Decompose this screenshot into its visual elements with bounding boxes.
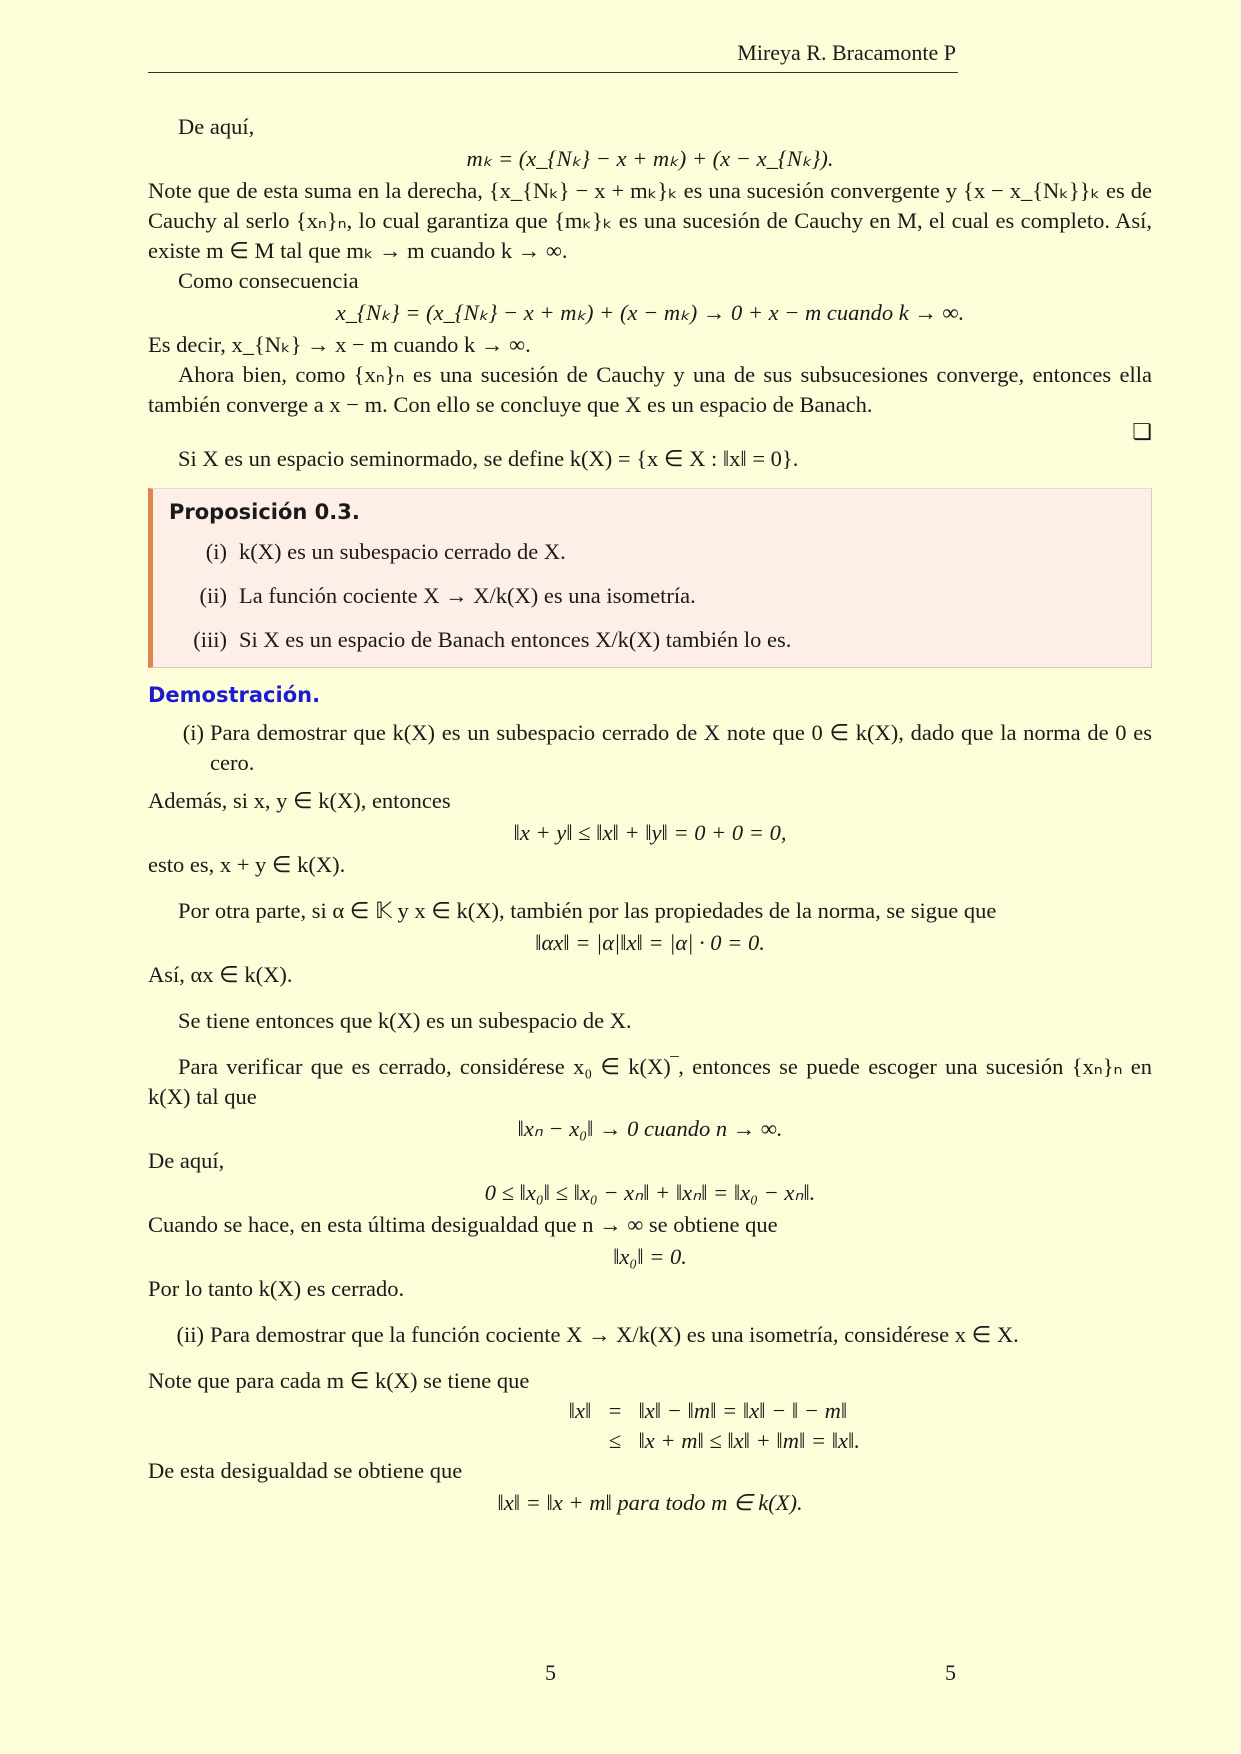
page-body	[148, 112, 1152, 1520]
item-text: Para demostrar que la función cociente X → X/k(X) es una isometría, considérese x ∈ X.	[210, 1322, 1019, 1347]
proposition-item	[169, 625, 1135, 655]
paragraph: Como consecuencia	[178, 268, 359, 293]
align-operator: ≤	[608, 1428, 622, 1453]
display-equation: ‖xₙ − x₀‖ → 0 cuando n → ∞.	[517, 1116, 783, 1141]
paragraph: Por lo tanto k(X) es cerrado.	[148, 1276, 405, 1301]
proof-title: Demostración.	[148, 683, 321, 707]
proposition-title: Proposición 0.3.	[169, 500, 360, 524]
paragraph: esto es, x + y ∈ k(X).	[148, 852, 346, 877]
align-operator: =	[607, 1398, 623, 1423]
paragraph: Para verificar que es cerrado, considérese x₀ ∈ k(X)‾, entonces se puede escoger una sucesión {xₙ}ₙ en k(X) tal que	[148, 1054, 1152, 1109]
display-equation: mₖ = (x_{Nₖ} − x + mₖ) + (x − x_{Nₖ}).	[466, 146, 834, 171]
item-text: k(X) es un subespacio cerrado de X.	[239, 539, 566, 564]
proof-item	[148, 1320, 1152, 1350]
paragraph: Ahora bien, como {xₙ}ₙ es una sucesión de Cauchy y una de sus subsucesiones converge, entonces ella también converge a x − m. Con ello se concluye que X es un espacio de Banach.	[148, 362, 1152, 417]
display-equation: 0 ≤ ‖x₀‖ ≤ ‖x₀ − xₙ‖ + ‖xₙ‖ = ‖x₀ − xₙ‖.	[484, 1180, 816, 1205]
item-label: (ii)	[199, 583, 227, 608]
item-label: (ii)	[176, 1322, 204, 1347]
paragraph: Además, si x, y ∈ k(X), entonces	[148, 788, 451, 813]
aligned-equations	[440, 1396, 860, 1456]
paragraph: Cuando se hace, en esta última desigualdad que n → ∞ se obtiene que	[148, 1212, 778, 1237]
display-equation: x_{Nₖ} = (x_{Nₖ} − x + mₖ) + (x − mₖ) → 0 + x − m cuando k → ∞.	[335, 300, 965, 325]
paragraph: Note que para cada m ∈ k(X) se tiene que	[148, 1368, 530, 1393]
paragraph: De aquí,	[178, 114, 255, 139]
display-equation: ‖x₀‖ = 0.	[613, 1244, 687, 1269]
paragraph: Así, αx ∈ k(X).	[148, 962, 293, 987]
paragraph: Si X es un espacio seminormado, se define k(X) = {x ∈ X : ‖x‖ = 0}.	[178, 446, 799, 471]
qed-symbol: ❏	[1132, 419, 1152, 444]
display-equation: ‖x‖ = ‖x + m‖ para todo m ∈ k(X).	[497, 1490, 803, 1515]
align-rhs: ‖x + m‖ ≤ ‖x‖ + ‖m‖ = ‖x‖.	[638, 1428, 860, 1453]
paragraph: Por otra parte, si α ∈ 𝕂 y x ∈ k(X), también por las propiedades de la norma, se sigue que	[178, 898, 997, 923]
page-number: 5	[945, 1660, 956, 1685]
align-lhs: ‖x‖	[568, 1398, 592, 1423]
running-header	[148, 38, 958, 73]
proposition-item	[169, 537, 1135, 567]
proposition-box	[148, 488, 1152, 668]
header-author: Mireya R. Bracamonte P	[737, 40, 956, 65]
display-equation: ‖x + y‖ ≤ ‖x‖ + ‖y‖ = 0 + 0 = 0,	[513, 820, 787, 845]
paragraph: Se tiene entonces que k(X) es un subespacio de X.	[178, 1008, 632, 1033]
paragraph: De esta desigualdad se obtiene que	[148, 1458, 463, 1483]
item-label: (i)	[182, 720, 204, 745]
item-text: Para demostrar que k(X) es un subespacio cerrado de X note que 0 ∈ k(X), dado que la norma de 0 es cero.	[210, 720, 1152, 775]
proof-item	[148, 718, 1152, 778]
item-label: (iii)	[193, 627, 227, 652]
page-number: 5	[545, 1660, 556, 1685]
item-text: La función cociente X → X/k(X) es una isometría.	[239, 583, 696, 608]
paragraph: Es decir, x_{Nₖ} → x − m cuando k → ∞.	[148, 332, 531, 357]
display-equation: ‖αx‖ = |α|‖x‖ = |α| · 0 = 0.	[535, 930, 765, 955]
item-text: Si X es un espacio de Banach entonces X/k(X) también lo es.	[239, 627, 792, 652]
paragraph: Note que de esta suma en la derecha, {x_{Nₖ} − x + mₖ}ₖ es una sucesión convergente y {x − x_{Nₖ}}ₖ es de Cauchy al serlo {xₙ}ₙ, lo cual garantiza que {mₖ}ₖ es una sucesión de Cauchy en M, el cual es completo. Así, existe m ∈ M tal que mₖ → m cuando k → ∞.	[148, 178, 1152, 263]
item-label: (i)	[205, 539, 227, 564]
align-rhs: ‖x‖ − ‖m‖ = ‖x‖ − ‖ − m‖	[638, 1398, 848, 1423]
paragraph: De aquí,	[148, 1148, 225, 1173]
proposition-item	[169, 581, 1135, 611]
